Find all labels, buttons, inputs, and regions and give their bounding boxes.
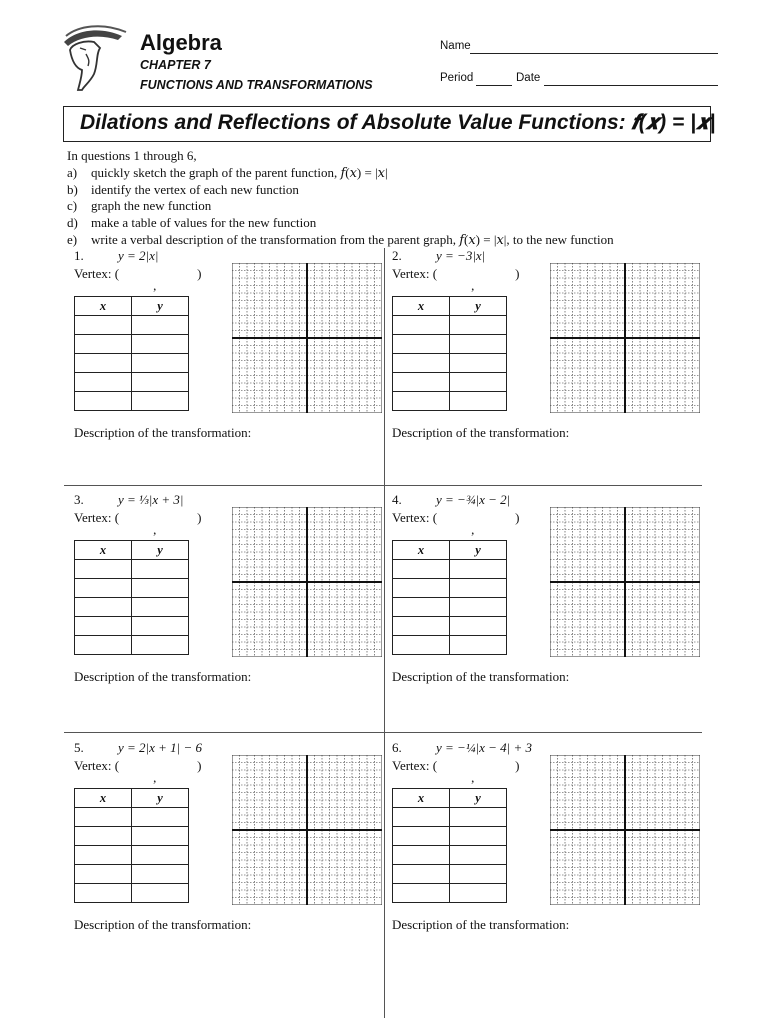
table-cell[interactable] (393, 579, 450, 598)
name-field[interactable] (470, 53, 718, 54)
table-of-values (74, 296, 189, 411)
problem-5 (64, 740, 382, 980)
table-cell[interactable] (75, 827, 132, 846)
table-cell[interactable] (450, 335, 507, 354)
table-cell[interactable] (393, 846, 450, 865)
table-cell[interactable] (393, 827, 450, 846)
table-cell[interactable] (450, 392, 507, 411)
table-cell[interactable] (132, 579, 189, 598)
problem-equation: y = −¼|x − 4| + 3 (436, 740, 533, 755)
coordinate-grid[interactable] (232, 755, 382, 905)
table-cell[interactable] (450, 617, 507, 636)
table-cell[interactable] (132, 808, 189, 827)
table-cell[interactable] (75, 316, 132, 335)
coordinate-grid[interactable] (232, 507, 382, 657)
table-cell[interactable] (450, 560, 507, 579)
table-cell[interactable] (393, 808, 450, 827)
table-of-values (74, 788, 189, 903)
vertex-field[interactable]: Vertex: ( , ) (74, 510, 202, 537)
spartan-helmet-icon (60, 24, 132, 94)
description-label: Description of the transformation: (74, 669, 252, 684)
table-cell[interactable] (132, 636, 189, 655)
instructions-intro: In questions 1 through 6, (67, 148, 197, 163)
table-cell[interactable] (132, 373, 189, 392)
table-cell[interactable] (393, 392, 450, 411)
date-label: Date (516, 72, 541, 84)
unit-label: FUNCTIONS AND TRANSFORMATIONS (140, 78, 373, 92)
table-cell[interactable] (132, 335, 189, 354)
table-cell[interactable] (132, 598, 189, 617)
description-label: Description of the transformation: (392, 917, 570, 932)
x-header: x (75, 789, 132, 808)
table-cell[interactable] (450, 598, 507, 617)
x-header: x (75, 297, 132, 316)
table-cell[interactable] (132, 392, 189, 411)
table-of-values (392, 788, 507, 903)
table-cell[interactable] (75, 617, 132, 636)
table-cell[interactable] (132, 865, 189, 884)
problem-equation: y = 2|x + 1| − 6 (118, 740, 203, 755)
instruction-item: d) make a table of values for the new function (67, 215, 317, 231)
instruction-item: a) quickly sketch the graph of the parent function, 𝑓(𝑥) = |𝑥| (67, 164, 388, 180)
instruction-item: b) identify the vertex of each new function (67, 181, 299, 197)
problem-number: 4. (392, 492, 402, 507)
problem-6 (382, 740, 700, 980)
table-cell[interactable] (75, 846, 132, 865)
table-cell[interactable] (75, 392, 132, 411)
table-cell[interactable] (393, 617, 450, 636)
description-label: Description of the transformation: (392, 669, 570, 684)
table-cell[interactable] (393, 636, 450, 655)
instruction-item: c) graph the new function (67, 198, 212, 214)
course-title: Algebra (140, 30, 222, 55)
table-cell[interactable] (450, 827, 507, 846)
table-cell[interactable] (450, 354, 507, 373)
vertex-field[interactable]: Vertex: ( , ) (392, 510, 520, 537)
x-header: x (393, 789, 450, 808)
problem-equation: y = ⅓|x + 3| (118, 492, 184, 507)
table-cell[interactable] (75, 335, 132, 354)
vertex-field[interactable]: Vertex: ( , ) (392, 758, 520, 785)
y-header: y (450, 541, 507, 560)
period-label: Period (440, 72, 474, 84)
y-header: y (450, 297, 507, 316)
x-header: x (393, 297, 450, 316)
table-cell[interactable] (75, 373, 132, 392)
name-label: Name (440, 40, 471, 52)
y-header: y (132, 541, 189, 560)
y-header: y (132, 789, 189, 808)
period-field[interactable] (476, 85, 512, 86)
table-cell[interactable] (393, 598, 450, 617)
problem-number: 1. (74, 248, 84, 263)
table-cell[interactable] (132, 846, 189, 865)
instruction-item: e) write a verbal description of the transformation from the parent graph, 𝑓(𝑥) = |𝑥|, to the new function (67, 231, 614, 247)
table-cell[interactable] (450, 579, 507, 598)
x-header: x (393, 541, 450, 560)
table-cell[interactable] (132, 884, 189, 903)
table-cell[interactable] (75, 808, 132, 827)
vertex-field[interactable]: Vertex: ( , ) (74, 758, 202, 785)
table-cell[interactable] (450, 865, 507, 884)
coordinate-grid[interactable] (550, 755, 700, 905)
problem-3 (64, 492, 382, 732)
table-cell[interactable] (75, 598, 132, 617)
problem-number: 5. (74, 740, 84, 755)
description-label: Description of the transformation: (392, 425, 570, 440)
table-cell[interactable] (132, 617, 189, 636)
table-cell[interactable] (393, 335, 450, 354)
table-cell[interactable] (450, 316, 507, 335)
title-box (63, 106, 716, 142)
row-divider (64, 732, 702, 733)
coordinate-grid[interactable] (232, 263, 382, 413)
problem-number: 2. (392, 248, 402, 263)
table-cell[interactable] (132, 560, 189, 579)
problem-equation: y = −¾|x − 2| (436, 492, 511, 507)
problem-equation: y = −3|x| (436, 248, 486, 263)
table-cell[interactable] (393, 354, 450, 373)
worksheet-title: Dilations and Reflections of Absolute Value Functions: 𝒇(𝒙) = |𝒙| (80, 111, 716, 134)
problem-equation: y = 2|x| (118, 248, 159, 263)
description-label: Description of the transformation: (74, 425, 252, 440)
vertex-field[interactable]: Vertex: ( , ) (74, 266, 202, 293)
table-of-values (74, 540, 189, 655)
table-cell[interactable] (393, 316, 450, 335)
table-cell[interactable] (450, 636, 507, 655)
table-cell[interactable] (393, 373, 450, 392)
table-cell[interactable] (450, 808, 507, 827)
table-cell[interactable] (132, 316, 189, 335)
table-cell[interactable] (393, 884, 450, 903)
y-header: y (132, 297, 189, 316)
table-cell[interactable] (450, 373, 507, 392)
table-cell[interactable] (450, 884, 507, 903)
problem-2 (382, 248, 700, 488)
table-cell[interactable] (393, 865, 450, 884)
problem-1 (64, 248, 382, 488)
x-header: x (75, 541, 132, 560)
y-header: y (450, 789, 507, 808)
table-cell[interactable] (75, 636, 132, 655)
table-cell[interactable] (75, 354, 132, 373)
table-cell[interactable] (393, 560, 450, 579)
table-cell[interactable] (132, 827, 189, 846)
problem-4 (382, 492, 700, 732)
description-label: Description of the transformation: (74, 917, 252, 932)
table-of-values (392, 296, 507, 411)
table-of-values (392, 540, 507, 655)
table-cell[interactable] (75, 560, 132, 579)
problem-number: 3. (74, 492, 84, 507)
table-cell[interactable] (450, 846, 507, 865)
problem-number: 6. (392, 740, 402, 755)
table-cell[interactable] (75, 579, 132, 598)
table-cell[interactable] (75, 865, 132, 884)
table-cell[interactable] (132, 354, 189, 373)
instructions (67, 148, 614, 249)
chapter-label: CHAPTER 7 (140, 58, 211, 72)
vertex-field[interactable]: Vertex: ( , ) (392, 266, 520, 293)
coordinate-grid[interactable] (550, 263, 700, 413)
table-cell[interactable] (75, 884, 132, 903)
date-field[interactable] (544, 85, 718, 86)
coordinate-grid[interactable] (550, 507, 700, 657)
